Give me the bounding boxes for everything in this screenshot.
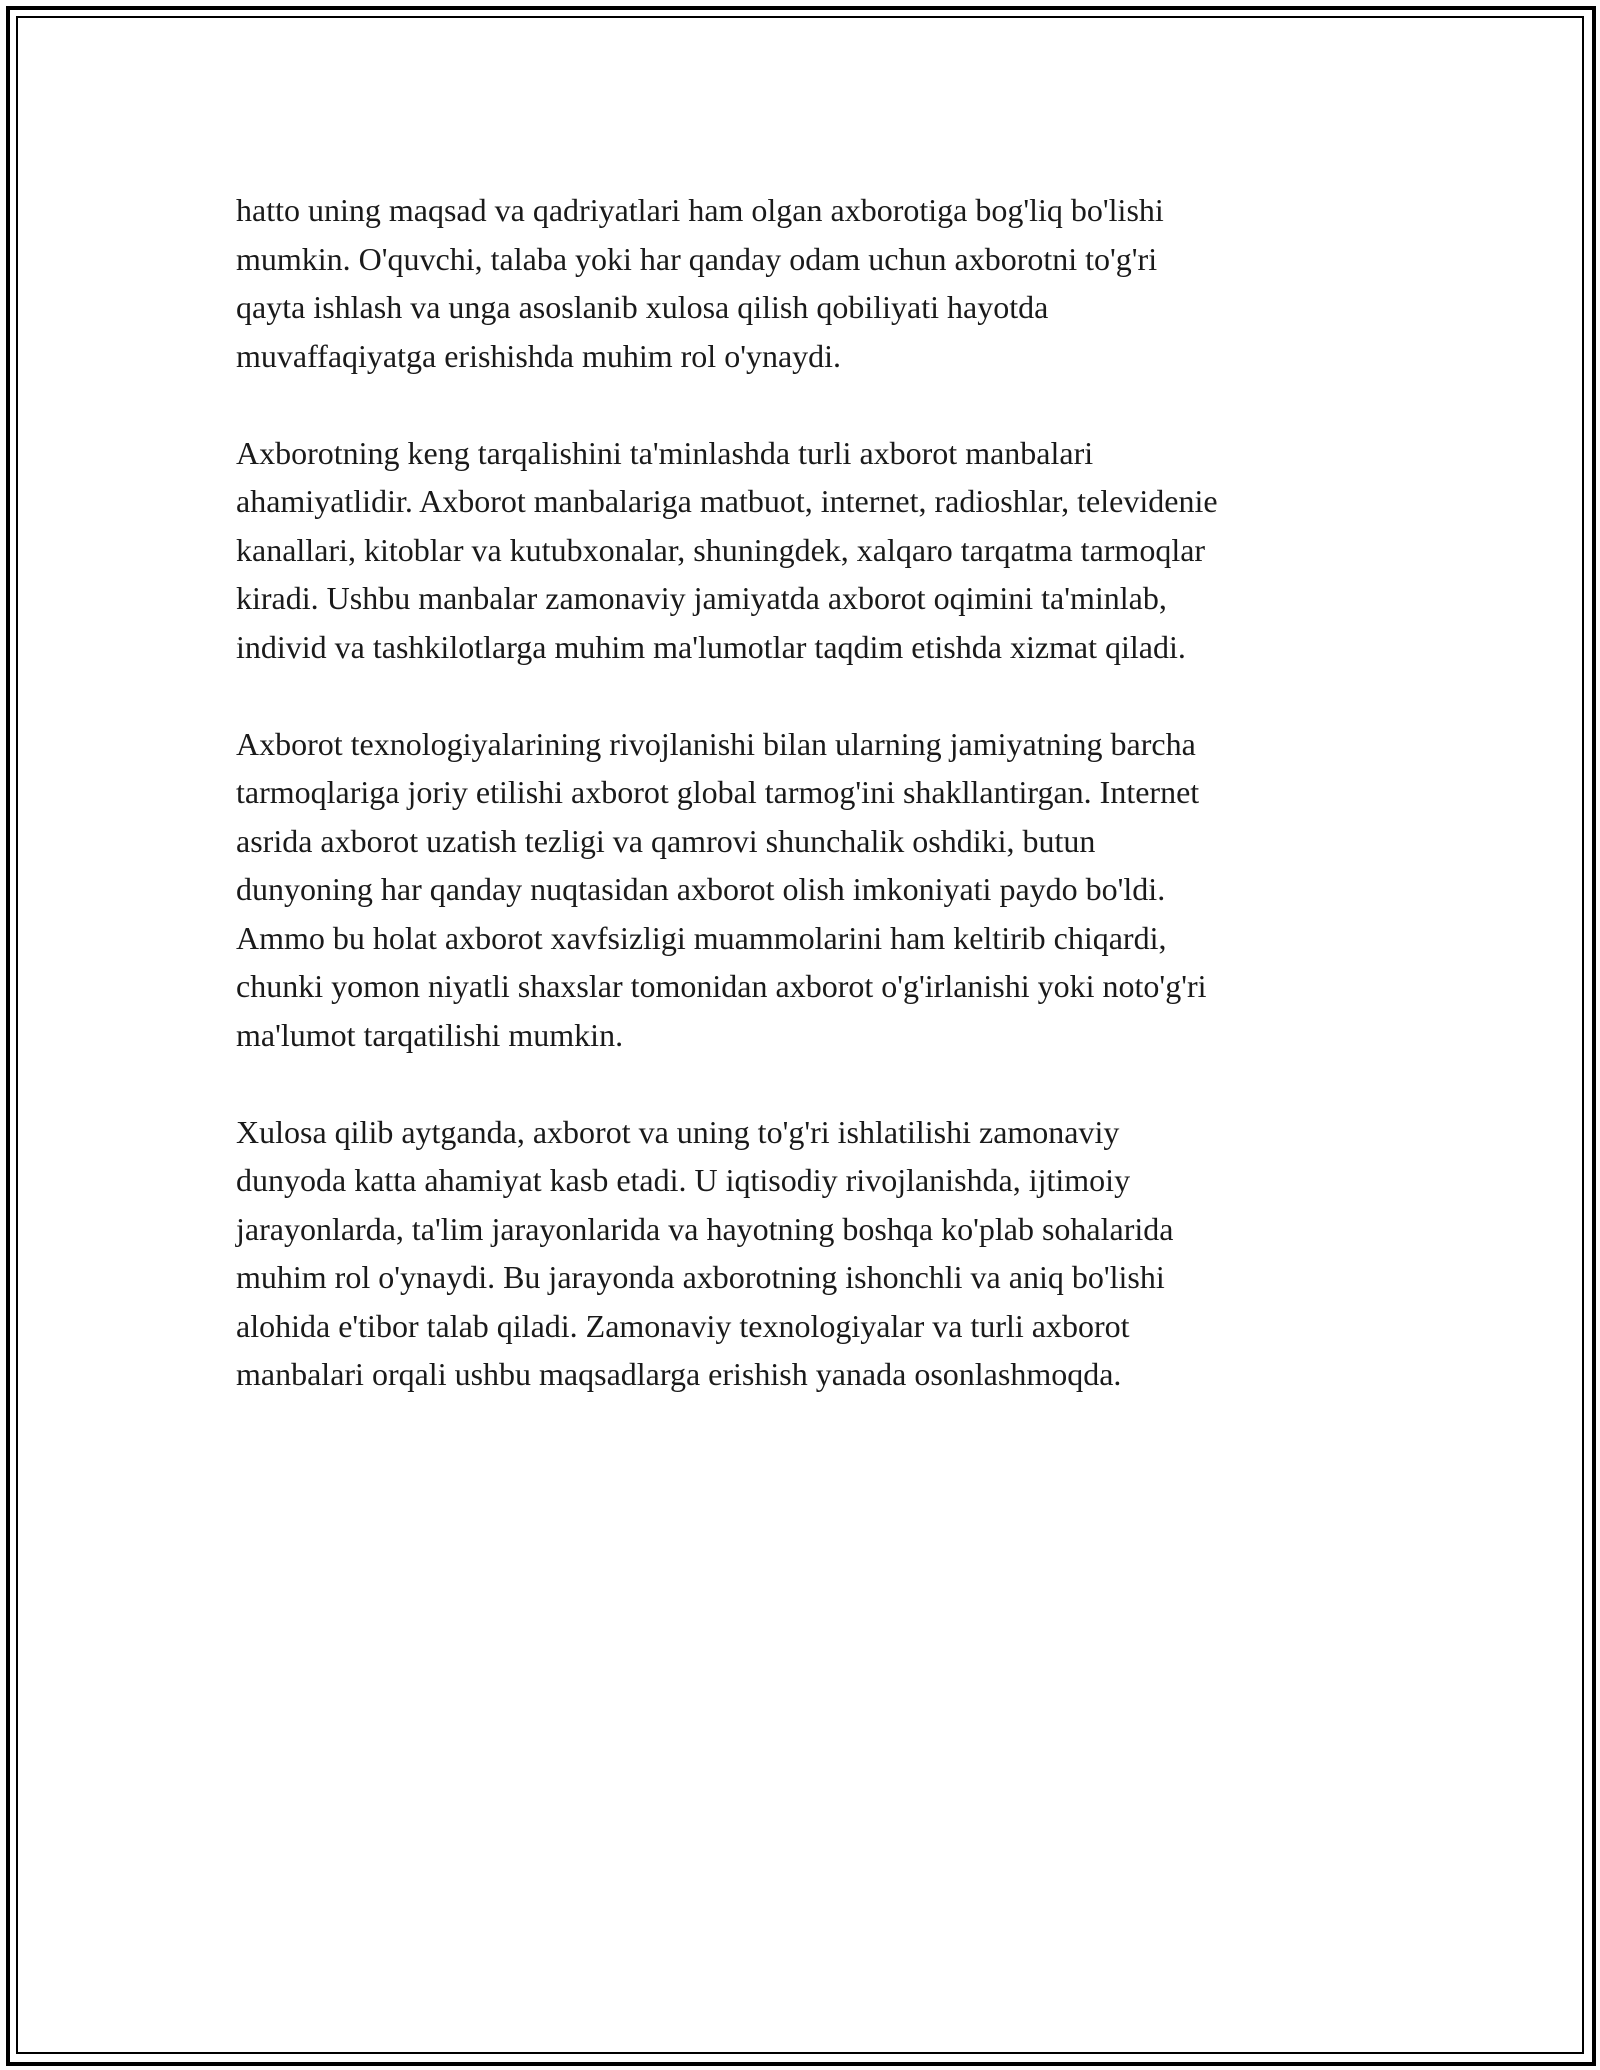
paragraph-information-sources: Axborotning keng tarqalishini ta'minlashda turli axborot manbalari ahamiyatlidir. Axborot manbalariga matbuot, internet, radioshlar, televidenie kanallari, kitoblar va kutubxonalar, shuningdek, xalqaro tarqatma tarmoqlar kiradi. Ushbu manbalar zamonaviy jamiyatda axborot oqimini ta'minlab, individ va tashkilotlarga muhim ma'lumotlar taqdim etishda xizmat qiladi. [236,434,1218,665]
document-body [236,186,1376,1447]
paragraph-information-technologies: Axborot texnologiyalarining rivojlanishi bilan ularning jamiyatning barcha tarmoqlariga joriy etilishi axborot global tarmog'ini shakllantirgan. Internet asrida axborot uzatish tezligi va qamrovi shunchalik oshdiki, butun dunyoning har qanday nuqtasidan axborot olish imkoniyati paydo bo'ldi. Ammo bu holat axborot xavfsizligi muammolarini ham keltirib chiqardi, chunki yomon niyatli shaxslar tomonidan axborot o'g'irlanishi yoki noto'g'ri ma'lumot tarqatilishi mumkin. [236,725,1207,1053]
paragraph-conclusion: Xulosa qilib aytganda, axborot va uning to'g'ri ishlatilishi zamonaviy dunyoda katta ahamiyat kasb etadi. U iqtisodiy rivojlanishda, ijtimoiy jarayonlarda, ta'lim jarayonlarida va hayotning boshqa ko'plab sohalarida muhim rol o'ynaydi. Bu jarayonda axborotning ishonchli va aniq bo'lishi alohida e'tibor talab qiladi. Zamonaviy texnologiyalar va turli axborot manbalari orqali ushbu maqsadlarga erishish yanada osonlashmoqda. [236,1113,1174,1392]
paragraph-continuation: hatto uning maqsad va qadriyatlari ham olgan axborotiga bog'liq bo'lishi mumkin. O'quvchi, talaba yoki har qanday odam uchun axborotni to'g'ri qayta ishlash va unga asoslanib xulosa qilish qobiliyati hayotda muvaffaqiyatga erishishda muhim rol o'ynaydi. [236,192,1164,374]
